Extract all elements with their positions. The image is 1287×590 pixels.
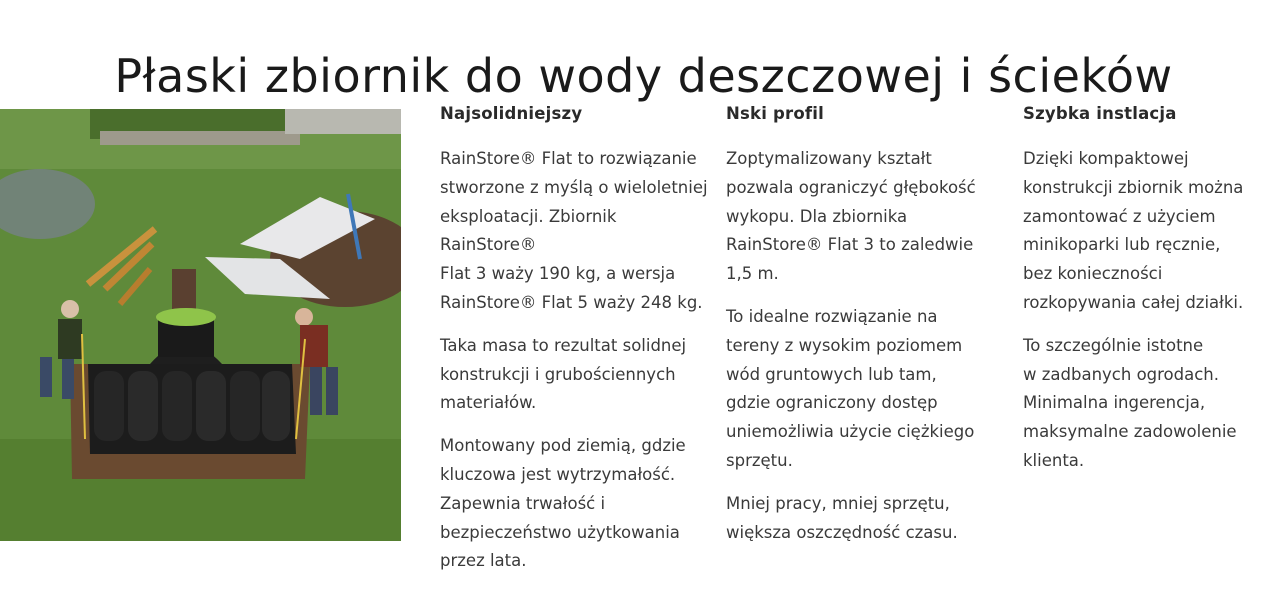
feature-heading: Najsolidniejszy xyxy=(440,104,583,123)
feature-paragraph: Zoptymalizowany kształt pozwala ograniczyć głębokość wykopu. Dla zbiornika RainStore® Flat 3 to zaledwie 1,5 m. xyxy=(726,149,976,284)
feature-paragraph: To szczególnie istotne w zadbanych ogrodach. Minimalna ingerencja, maksymalne zadowolenie klienta. xyxy=(1023,335,1237,470)
feature-paragraph: Taka masa to rezultat solidnej konstrukcji i grubościennych materiałów. xyxy=(440,335,687,413)
product-photo xyxy=(0,109,401,541)
feature-heading: Szybka instlacja xyxy=(1023,104,1177,123)
feature-paragraph: Mniej pracy, mniej sprzętu, większa oszczędność czasu. xyxy=(726,493,958,542)
feature-heading: Nski profil xyxy=(726,104,824,123)
feature-column-niski-profil xyxy=(726,104,996,561)
rainwater-tank-installation-illustration xyxy=(0,109,401,541)
feature-paragraph: To idealne rozwiązanie na tereny z wysokim poziomem wód gruntowych lub tam, gdzie ograniczony dostęp uniemożliwia użycie ciężkiego sprzętu. xyxy=(726,306,975,470)
feature-column-najsolidniejszy xyxy=(440,104,710,590)
feature-paragraph: Montowany pod ziemią, gdzie kluczowa jest wytrzymałość. Zapewnia trwałość i bezpieczeństwo użytkowania przez lata. xyxy=(440,436,686,571)
feature-paragraph: RainStore® Flat to rozwiązanie stworzone z myślą o wieloletniej eksploatacji. Zbiornik RainStore® Flat 3 waży 190 kg, a wersja RainStore® Flat 5 waży 248 kg. xyxy=(440,149,708,312)
feature-column-szybka-instalacja xyxy=(1023,104,1287,490)
page-title: Płaski zbiornik do wody deszczowej i ścieków xyxy=(114,48,1173,103)
feature-paragraph: Dzięki kompaktowej konstrukcji zbiornik można zamontować z użyciem minikoparki lub ręcznie, bez konieczności rozkopywania całej działki. xyxy=(1023,149,1244,312)
